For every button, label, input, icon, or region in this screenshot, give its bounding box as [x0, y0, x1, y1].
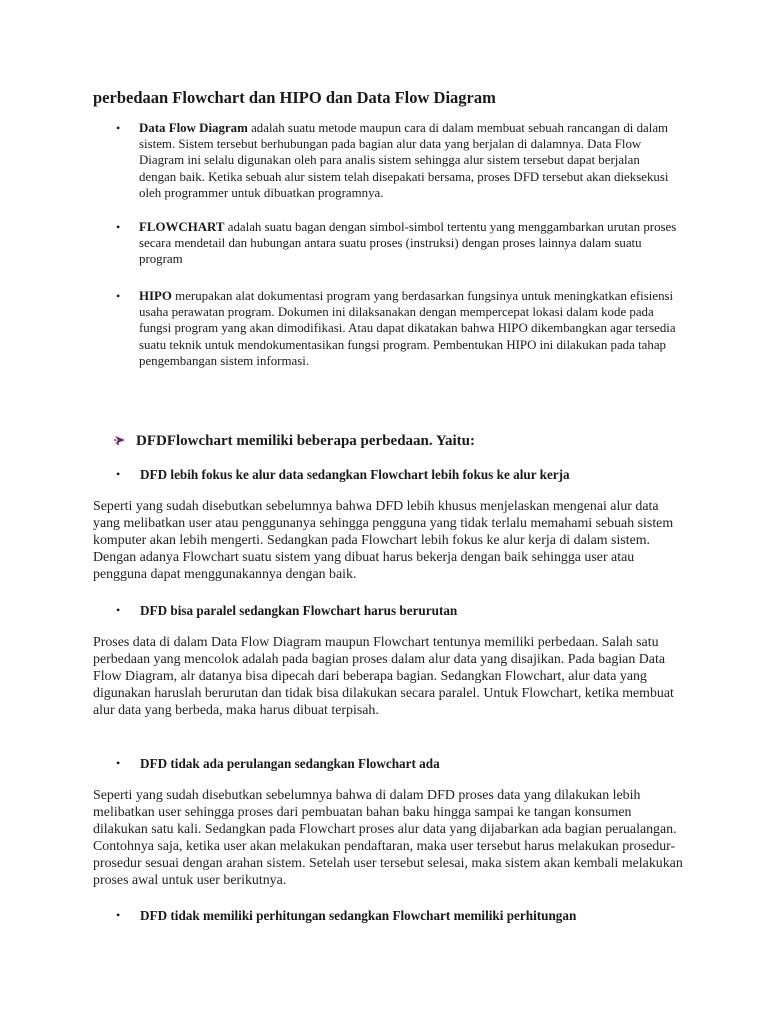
- definition-text: adalah suatu bagan dengan simbol-simbol tertentu yang menggambarkan urutan proses secara mendetail dan hubungan antara suatu proses (instruksi) dengan proses lainnya dalam suatu program: [139, 220, 677, 267]
- differences-heading-text: DFDFlowchart memiliki beberapa perbedaan. Yaitu:: [136, 433, 476, 449]
- definition-term: FLOWCHART: [139, 220, 225, 234]
- bullet-icon: •: [116, 603, 121, 617]
- definition-term: Data Flow Diagram: [139, 121, 248, 135]
- definition-term: HIPO: [139, 289, 172, 303]
- bullet-icon: •: [116, 908, 121, 922]
- difference-point-text: DFD tidak ada perulangan sedangkan Flowchart ada: [140, 756, 440, 771]
- bullet-icon: •: [116, 121, 121, 135]
- difference-point: [116, 755, 700, 772]
- definition-text: merupakan alat dokumentasi program yang berdasarkan fungsinya untuk meningkatkan efisiensi usaha perawatan program. Dokumen ini dilaksanakan dengan mempercepat lokasi dalam kode pada fungsi program yang akan dimodifikasi. Atau dapat dikatakan bahwa HIPO dikembangkan agar tersedia suatu teknik untuk mendokumentasikan fungsi program. Pembentukan HIPO ini dilakukan pada tahap pengembangan sistem informasi.: [139, 289, 676, 368]
- bullet-icon: •: [116, 289, 121, 303]
- definition-text: adalah suatu metode maupun cara di dalam membuat sebuah rancangan di dalam sistem. Sistem tersebut berhubungan pada bagian alur data yang berjalan di dalamnya. Data Flow Diagram ini selalu digunakan oleh para analis sistem sehingga alur sistem tersebut dapat berjalan dengan baik. Ketika sebuah alur sistem telah disepakati bersama, proses DFD tersebut akan dieksekusi oleh programmer untuk dibuatkan programnya.: [139, 121, 669, 200]
- difference-point-text: DFD lebih fokus ke alur data sedangkan Flowchart lebih fokus ke alur kerja: [140, 467, 570, 482]
- definition-item-hipo: [116, 288, 679, 369]
- difference-point-text: DFD tidak memiliki perhitungan sedangkan Flowchart memiliki perhitungan: [140, 908, 577, 923]
- page-title: perbedaan Flowchart dan HIPO dan Data Flow Diagram: [93, 88, 496, 107]
- bullet-icon: •: [116, 220, 121, 234]
- paragraph: Seperti yang sudah disebutkan sebelumnya bahwa DFD lebih khusus menjelaskan mengenai alur data yang melibatkan user atau penggunanya sehingga pengguna yang tidak terlalu memahami sebuah sistem komputer akan lebih mengerti. Sedangkan pada Flowchart lebih fokus ke alur kerja di dalam sistem. Dengan adanya Flowchart suatu sistem yang dibuat harus bekerja dengan baik sehingga user atau pengguna dapat menggunakannya dengan baik.: [93, 499, 674, 582]
- bullet-icon: •: [116, 756, 121, 770]
- difference-point: [116, 907, 700, 924]
- paragraph: Seperti yang sudah disebutkan sebelumnya bahwa di dalam DFD proses data yang dilakukan lebih melibatkan user sehingga proses dari pembuatan bahan baku hingga sampai ke tangan konsumen dilakukan satu kali. Sedangkan pada Flowchart proses alur data yang dijabarkan ada bagian perualangan. Contohnya saja, ketika user akan melakukan pendaftaran, maka user tersebut harus melakukan prosedur-prosedur sesuai dengan arahan sistem. Setelah user tersebut selesai, maka sistem akan kembali melakukan proses awal untuk user berikutnya.: [93, 788, 683, 888]
- arrow-bullet-icon: [114, 434, 126, 446]
- definition-item-dfd: [116, 120, 679, 201]
- paragraph: Proses data di dalam Data Flow Diagram maupun Flowchart tentunya memiliki perbedaan. Salah satu perbedaan yang mencolok adalah pada bagian proses dalam alur data yang disajikan. Pada bagian Data Flow Diagram, alr datanya bisa dipecah dari beberapa bagian. Sedangkan Flowchart, alur data yang digunakan haruslah berurutan dan tidak bisa dilakukan secara paralel. Untuk Flowchart, ketika membuat alur data yang berbeda, maka harus dibuat terpisah.: [93, 635, 674, 718]
- difference-point: [116, 466, 700, 483]
- difference-point: [116, 602, 700, 619]
- bullet-icon: •: [116, 467, 121, 481]
- differences-heading: [114, 432, 714, 450]
- difference-point-text: DFD bisa paralel sedangkan Flowchart harus berurutan: [140, 603, 458, 618]
- definition-item-flowchart: [116, 219, 679, 268]
